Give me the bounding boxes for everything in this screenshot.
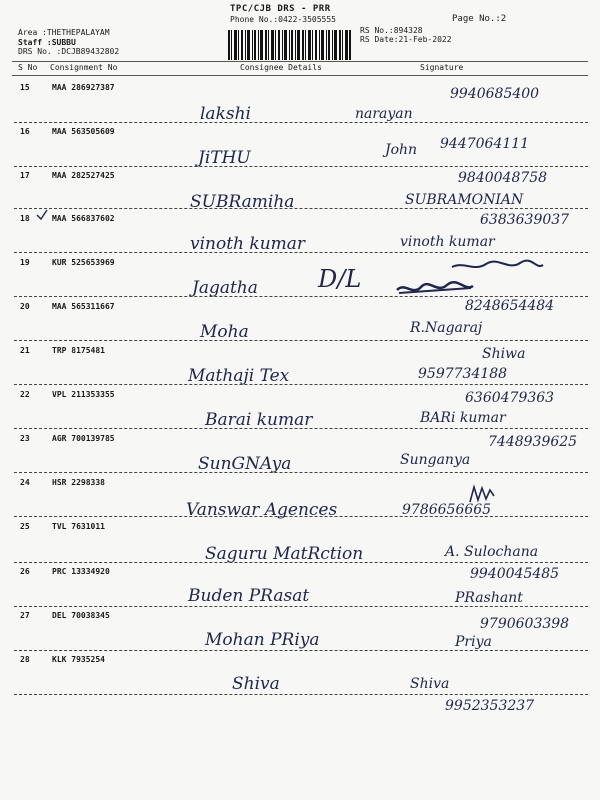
consignee-signature: Priya: [455, 634, 492, 650]
consignee-phone: 9786656665: [402, 502, 492, 518]
row-consignment: MAA 563505609: [52, 127, 115, 136]
row-sno: 28: [20, 655, 30, 664]
consignee-name: SunGNAya: [198, 454, 292, 474]
row-consignment: KUR 525653969: [52, 258, 115, 267]
row-divider: [14, 208, 588, 209]
row-sno: 18: [20, 214, 30, 223]
consignee-phone: 9952353237: [445, 698, 535, 714]
row-divider: [14, 166, 588, 167]
row-divider: [14, 694, 588, 695]
consignee-phone: 9840048758: [458, 170, 548, 186]
consignee-signature: BARi kumar: [420, 410, 506, 426]
consignee-name: vinoth kumar: [190, 234, 306, 254]
row-consignment: PRC 13334920: [52, 567, 110, 576]
consignee-name: Moha: [200, 322, 249, 342]
row-consignment: AGR 700139785: [52, 434, 115, 443]
row-consignment: TVL 7631011: [52, 522, 105, 531]
row-divider: [14, 516, 588, 517]
consignee-name: lakshi: [200, 104, 251, 124]
row-divider: [14, 296, 588, 297]
signature-scrawl-icon: [468, 484, 496, 504]
consignee-phone: 9597734188: [418, 366, 508, 382]
area-field: Area :THETHEPALAYAM: [18, 28, 110, 37]
consignee-signature: vinoth kumar: [400, 234, 495, 250]
row-consignment: TRP 8175481: [52, 346, 105, 355]
consignee-signature: Sunganya: [400, 452, 471, 468]
rs-number: RS No.:894328: [360, 26, 423, 35]
consignee-phone: 9940045485: [470, 566, 560, 582]
rs-date: RS Date:21-Feb-2022: [360, 35, 452, 44]
column-sno: S No: [18, 63, 38, 72]
consignee-name: SUBRamiha: [190, 192, 295, 212]
row-divider: [14, 252, 588, 253]
consignee-signature: John: [385, 142, 418, 158]
row-divider: [14, 472, 588, 473]
row-sno: 25: [20, 522, 30, 531]
row-consignment: MAA 282527425: [52, 171, 115, 180]
row-consignment: MAA 566837602: [52, 214, 115, 223]
row-consignment: HSR 2298338: [52, 478, 105, 487]
consignee-signature: Shiwa: [482, 346, 526, 362]
consignee-name: Mathaji Tex: [188, 366, 290, 386]
delivered-stamp: D/L: [318, 265, 362, 293]
staff-field: Staff :SUBBU: [18, 38, 76, 47]
row-divider: [14, 428, 588, 429]
consignee-phone: 8248654484: [465, 298, 555, 314]
row-sno: 22: [20, 390, 30, 399]
row-consignment: KLK 7935254: [52, 655, 105, 664]
row-consignment: MAA 565311667: [52, 302, 115, 311]
row-sno: 24: [20, 478, 30, 487]
row-sno: 27: [20, 611, 30, 620]
consignee-signature: SUBRAMONIAN: [405, 192, 524, 208]
row-consignment: DEL 70038345: [52, 611, 110, 620]
row-divider: [14, 340, 588, 341]
row-divider: [14, 650, 588, 651]
consignee-signature: Shiva: [410, 676, 450, 692]
consignee-signature: A. Sulochana: [445, 544, 539, 560]
column-signature: Signature: [420, 63, 464, 72]
consignee-name: JiTHU: [198, 148, 251, 168]
consignee-phone: 9790603398: [480, 616, 570, 632]
consignee-phone: 7448939625: [488, 434, 578, 450]
consignee-name: Mohan PRiya: [205, 630, 320, 650]
row-divider: [14, 122, 588, 123]
consignee-signature: PRashant: [455, 590, 523, 606]
consignee-signature: narayan: [355, 106, 413, 122]
row-sno: 19: [20, 258, 30, 267]
row-consignment: VPL 211353355: [52, 390, 115, 399]
consignee-signature: R.Nagaraj: [410, 320, 483, 336]
barcode: [228, 30, 352, 60]
consignee-name: Saguru MatRction: [205, 544, 364, 564]
row-divider: [14, 606, 588, 607]
header-rule-top: [12, 61, 588, 62]
row-sno: 17: [20, 171, 30, 180]
row-divider: [14, 562, 588, 563]
consignee-name: Jagatha: [192, 278, 258, 298]
tick-mark-icon: [36, 209, 48, 221]
column-consignment: Consignment No: [50, 63, 118, 72]
consignee-name: Buden PRasat: [188, 586, 310, 606]
row-sno: 23: [20, 434, 30, 443]
row-sno: 16: [20, 127, 30, 136]
consignee-phone: 6383639037: [480, 212, 570, 228]
consignee-phone: 9940685400: [450, 86, 540, 102]
document-title: TPC/CJB DRS - PRR: [230, 4, 331, 14]
scribbled-phone-icon: [450, 258, 545, 274]
office-phone: Phone No.:0422-3505555: [230, 15, 336, 24]
page-number: Page No.:2: [452, 14, 507, 24]
consignee-name: Shiva: [232, 674, 280, 694]
drs-number: DRS No. :DCJB89432802: [18, 47, 120, 56]
row-sno: 21: [20, 346, 30, 355]
header-rule-bottom: [12, 75, 588, 76]
consignee-phone: 6360479363: [465, 390, 555, 406]
consignee-name: Vanswar Agences: [186, 500, 338, 520]
consignee-name: Barai kumar: [205, 410, 313, 430]
column-consignee: Consignee Details: [240, 63, 322, 72]
consignee-phone: 9447064111: [440, 136, 530, 152]
row-sno: 20: [20, 302, 30, 311]
row-sno: 15: [20, 83, 30, 92]
row-divider: [14, 384, 588, 385]
row-sno: 26: [20, 567, 30, 576]
row-consignment: MAA 286927387: [52, 83, 115, 92]
